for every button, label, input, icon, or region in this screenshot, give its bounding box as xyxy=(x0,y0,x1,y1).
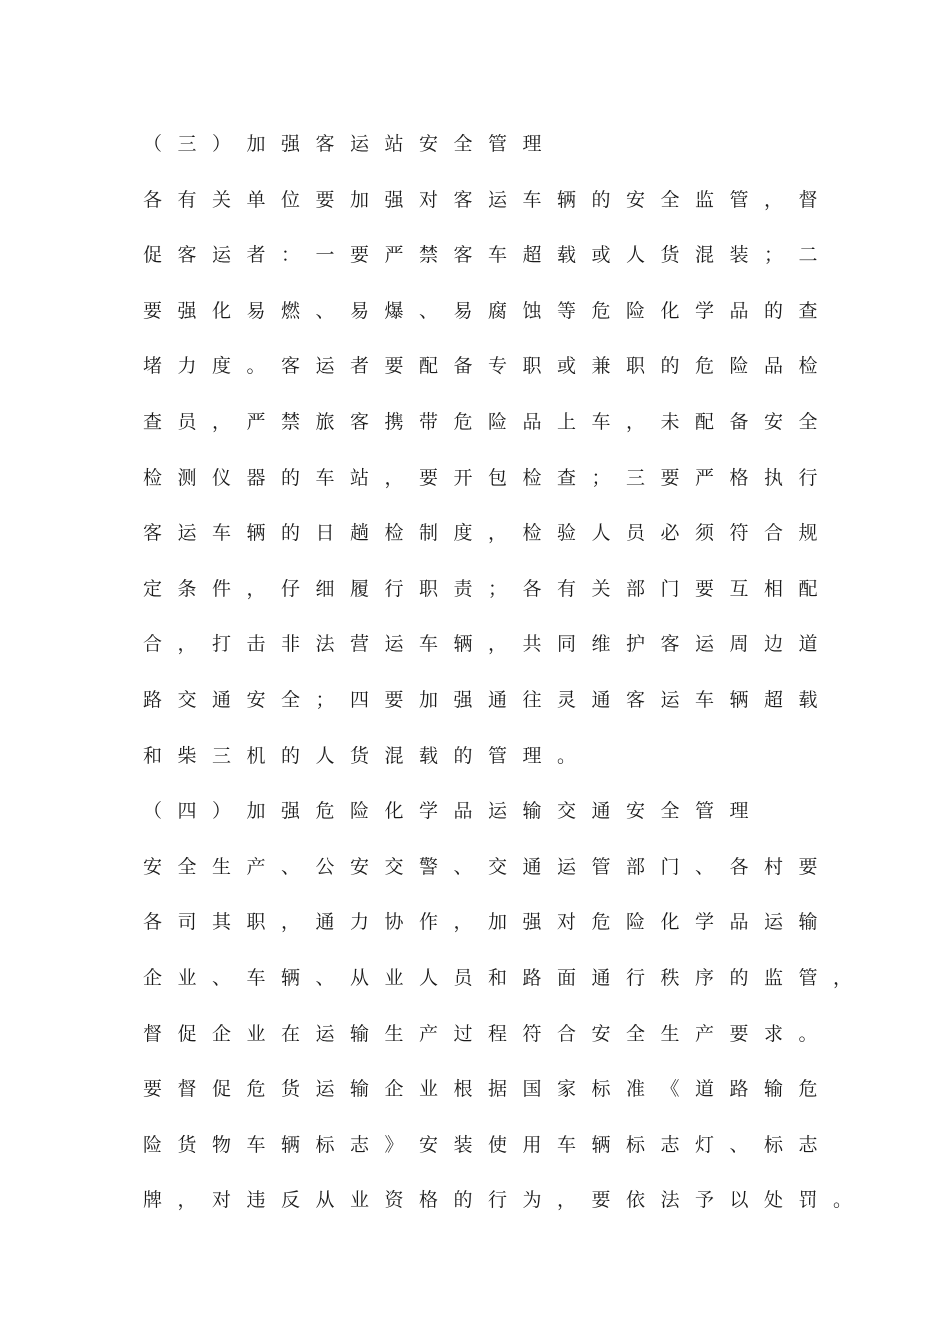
paragraph-line: 检测仪器的车站，要开包检查；三要严格执行 xyxy=(143,466,834,489)
paragraph-line: 查员，严禁旅客携带危险品上车，未配备安全 xyxy=(143,410,834,433)
paragraph-line: 合，打击非法营运车辆，共同维护客运周边道 xyxy=(143,633,834,656)
paragraph-line: 要强化易燃、易爆、易腐蚀等危险化学品的查 xyxy=(143,299,834,322)
paragraph-line: 各有关单位要加强对客运车辆的安全监管，督 xyxy=(143,188,834,211)
paragraph-line: 牌，对违反从业资格的行为，要依法予以处罚。 xyxy=(143,1189,868,1212)
paragraph-line: 企业、车辆、从业人员和路面通行秩序的监管， xyxy=(143,966,868,989)
paragraph-line: 要督促危货运输企业根据国家标准《道路输危 xyxy=(143,1078,834,1101)
paragraph-line: 险货物车辆标志》安装使用车辆标志灯、标志 xyxy=(143,1133,834,1156)
paragraph-line: 安全生产、公安交警、交通运管部门、各村要 xyxy=(143,855,834,878)
paragraph-line: 路交通安全；四要加强通往灵通客运车辆超载 xyxy=(143,688,834,711)
section-heading-4: （四）加强危险化学品运输交通安全管理 xyxy=(143,800,765,823)
paragraph-line: 督促企业在运输生产过程符合安全生产要求。 xyxy=(143,1022,834,1045)
paragraph-line: 堵力度。客运者要配备专职或兼职的危险品检 xyxy=(143,355,834,378)
paragraph-line: 各司其职，通力协作，加强对危险化学品运输 xyxy=(143,911,834,934)
paragraph-line: 和柴三机的人货混载的管理。 xyxy=(143,744,592,767)
paragraph-line: 定条件，仔细履行职责；各有关部门要互相配 xyxy=(143,577,834,600)
paragraph-line: 客运车辆的日趟检制度，检验人员必须符合规 xyxy=(143,522,834,545)
paragraph-line: 促客运者：一要严禁客车超载或人货混装；二 xyxy=(143,244,834,267)
section-heading-3: （三）加强客运站安全管理 xyxy=(143,133,558,155)
document-body xyxy=(143,126,868,1238)
